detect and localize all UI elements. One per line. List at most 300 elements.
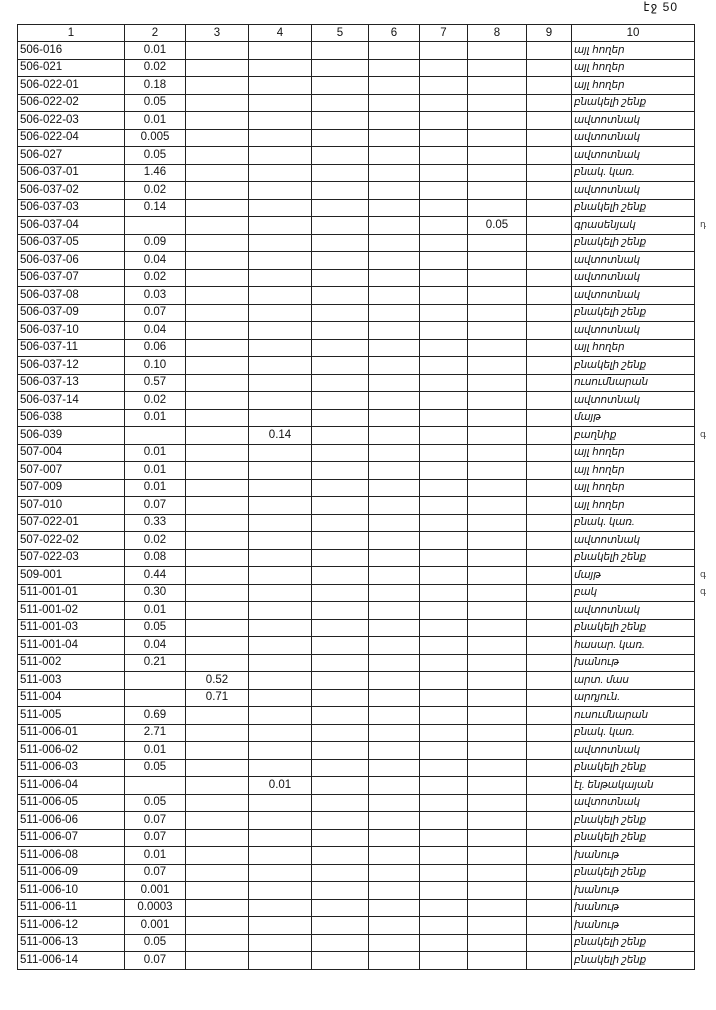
area-cell xyxy=(369,112,420,130)
area-cell xyxy=(249,497,312,515)
area-cell xyxy=(312,339,369,357)
area-cell xyxy=(369,882,420,900)
area-cell xyxy=(186,514,249,532)
area-cell xyxy=(369,847,420,865)
table-row xyxy=(18,252,695,270)
table-row xyxy=(18,234,695,252)
area-cell xyxy=(369,497,420,515)
area-cell xyxy=(369,724,420,742)
area-cell xyxy=(468,479,527,497)
parcel-code-cell: 511-006-09 xyxy=(18,864,125,882)
parcel-code-cell: 506-037-05 xyxy=(18,234,125,252)
area-cell xyxy=(249,374,312,392)
area-cell xyxy=(186,444,249,462)
area-cell xyxy=(527,532,572,550)
area-cell xyxy=(186,374,249,392)
area-cell xyxy=(312,532,369,550)
land-use-cell: բնակելի շենք xyxy=(572,864,695,882)
area-cell xyxy=(186,112,249,130)
area-cell xyxy=(312,94,369,112)
area-cell xyxy=(468,777,527,795)
area-cell: 0.01 xyxy=(125,444,186,462)
area-cell xyxy=(249,917,312,935)
table-row xyxy=(18,357,695,375)
area-cell: 0.001 xyxy=(125,917,186,935)
area-cell xyxy=(420,392,468,410)
area-cell xyxy=(468,742,527,760)
area-cell xyxy=(312,497,369,515)
area-cell xyxy=(312,357,369,375)
area-cell xyxy=(468,637,527,655)
table-row xyxy=(18,812,695,830)
area-cell xyxy=(125,689,186,707)
area-cell xyxy=(369,602,420,620)
area-cell xyxy=(369,514,420,532)
area-cell xyxy=(186,462,249,480)
area-cell xyxy=(420,602,468,620)
table-row xyxy=(18,287,695,305)
land-use-cell: արդյուն. xyxy=(572,689,695,707)
area-cell xyxy=(527,567,572,585)
land-use-cell: բնակելի շենք xyxy=(572,199,695,217)
area-cell: 0.05 xyxy=(125,94,186,112)
area-cell xyxy=(527,689,572,707)
area-cell xyxy=(420,182,468,200)
area-cell xyxy=(186,724,249,742)
area-cell xyxy=(249,742,312,760)
area-cell xyxy=(249,199,312,217)
area-cell xyxy=(186,777,249,795)
area-cell: 1.46 xyxy=(125,164,186,182)
table-row xyxy=(18,217,695,235)
area-cell xyxy=(369,619,420,637)
parcel-code-cell: 507-004 xyxy=(18,444,125,462)
area-cell xyxy=(420,777,468,795)
land-use-cell: մայթ xyxy=(572,409,695,427)
area-cell xyxy=(249,847,312,865)
area-cell xyxy=(249,829,312,847)
area-cell xyxy=(420,357,468,375)
area-cell xyxy=(186,269,249,287)
area-cell xyxy=(312,269,369,287)
land-use-cell: ավտոտնակ xyxy=(572,269,695,287)
area-cell xyxy=(420,339,468,357)
area-cell xyxy=(186,759,249,777)
area-cell xyxy=(369,129,420,147)
area-cell xyxy=(312,409,369,427)
parcel-code-cell: 507-009 xyxy=(18,479,125,497)
table-row xyxy=(18,514,695,532)
land-use-cell: ավտոտնակ xyxy=(572,252,695,270)
parcel-code-cell: 506-022-02 xyxy=(18,94,125,112)
area-cell: 0.07 xyxy=(125,829,186,847)
parcel-code-cell: 511-006-12 xyxy=(18,917,125,935)
area-cell xyxy=(527,742,572,760)
area-cell xyxy=(527,637,572,655)
land-use-cell: ավտոտնակ xyxy=(572,532,695,550)
area-cell xyxy=(125,672,186,690)
table-row xyxy=(18,689,695,707)
area-cell xyxy=(186,864,249,882)
land-use-cell: բնակելի շենք xyxy=(572,234,695,252)
area-cell xyxy=(468,199,527,217)
area-cell xyxy=(420,707,468,725)
area-cell xyxy=(468,444,527,462)
area-cell xyxy=(312,549,369,567)
area-cell xyxy=(186,77,249,95)
area-cell xyxy=(527,392,572,410)
area-cell xyxy=(249,882,312,900)
area-cell xyxy=(369,94,420,112)
land-use-cell: խանութ xyxy=(572,882,695,900)
column-header-6: 6 xyxy=(369,25,420,42)
area-cell xyxy=(468,584,527,602)
area-cell xyxy=(186,217,249,235)
area-cell xyxy=(527,707,572,725)
area-cell xyxy=(468,147,527,165)
table-row xyxy=(18,444,695,462)
area-cell xyxy=(527,339,572,357)
land-use-cell: այլ հողեր xyxy=(572,77,695,95)
area-cell xyxy=(369,462,420,480)
area-cell xyxy=(468,532,527,550)
land-use-cell: բնակելի շենք xyxy=(572,934,695,952)
column-header-2: 2 xyxy=(125,25,186,42)
parcel-code-cell: 511-006-03 xyxy=(18,759,125,777)
land-use-cell: ավտոտնակ xyxy=(572,322,695,340)
area-cell: 0.01 xyxy=(249,777,312,795)
area-cell xyxy=(249,549,312,567)
land-use-cell: բակ xyxy=(572,584,695,602)
table-row xyxy=(18,339,695,357)
area-cell xyxy=(186,339,249,357)
area-cell xyxy=(312,812,369,830)
area-cell: 0.01 xyxy=(125,112,186,130)
area-cell xyxy=(249,269,312,287)
parcel-code-cell: 507-022-02 xyxy=(18,532,125,550)
area-cell xyxy=(420,409,468,427)
area-cell xyxy=(249,129,312,147)
parcel-code-cell: 511-006-02 xyxy=(18,742,125,760)
area-cell: 0.21 xyxy=(125,654,186,672)
parcel-code-cell: 506-021 xyxy=(18,59,125,77)
area-cell xyxy=(468,689,527,707)
area-cell: 0.09 xyxy=(125,234,186,252)
table-row xyxy=(18,497,695,515)
table-row xyxy=(18,59,695,77)
area-cell xyxy=(249,77,312,95)
area-cell: 0.005 xyxy=(125,129,186,147)
area-cell xyxy=(312,934,369,952)
area-cell xyxy=(468,374,527,392)
area-cell xyxy=(312,479,369,497)
area-cell xyxy=(186,532,249,550)
area-cell xyxy=(468,514,527,532)
parcel-code-cell: 506-037-12 xyxy=(18,357,125,375)
area-cell xyxy=(468,234,527,252)
parcel-code-cell: 506-037-14 xyxy=(18,392,125,410)
table-row xyxy=(18,584,695,602)
parcel-code-cell: 511-004 xyxy=(18,689,125,707)
area-cell xyxy=(186,94,249,112)
area-cell xyxy=(527,304,572,322)
area-cell: 0.07 xyxy=(125,864,186,882)
area-cell xyxy=(312,427,369,445)
area-cell xyxy=(186,619,249,637)
land-use-cell: այլ հողեր xyxy=(572,444,695,462)
table-row xyxy=(18,654,695,672)
parcel-code-cell: 506-037-08 xyxy=(18,287,125,305)
table-row xyxy=(18,637,695,655)
area-cell xyxy=(420,252,468,270)
parcel-code-cell: 506-016 xyxy=(18,42,125,60)
table-row xyxy=(18,199,695,217)
area-cell xyxy=(527,497,572,515)
area-cell xyxy=(420,672,468,690)
area-cell xyxy=(312,287,369,305)
land-use-cell: բնակելի շենք xyxy=(572,829,695,847)
area-cell xyxy=(186,497,249,515)
land-use-cell: ուսումնարան xyxy=(572,707,695,725)
area-cell xyxy=(420,934,468,952)
parcel-code-cell: 506-037-11 xyxy=(18,339,125,357)
area-cell xyxy=(369,304,420,322)
area-cell xyxy=(420,42,468,60)
area-cell: 0.33 xyxy=(125,514,186,532)
table-row xyxy=(18,864,695,882)
area-cell: 0.05 xyxy=(125,934,186,952)
area-cell xyxy=(369,777,420,795)
area-cell: 0.01 xyxy=(125,742,186,760)
area-cell: 0.71 xyxy=(186,689,249,707)
area-cell xyxy=(468,707,527,725)
area-cell xyxy=(249,304,312,322)
area-cell xyxy=(369,392,420,410)
area-cell xyxy=(249,147,312,165)
area-cell: 0.14 xyxy=(249,427,312,445)
area-cell xyxy=(468,392,527,410)
area-cell xyxy=(468,934,527,952)
area-cell: 0.07 xyxy=(125,497,186,515)
area-cell xyxy=(249,567,312,585)
land-use-cell: բնակելի շենք xyxy=(572,759,695,777)
table-row xyxy=(18,322,695,340)
area-cell xyxy=(369,287,420,305)
area-cell xyxy=(527,164,572,182)
area-cell xyxy=(186,549,249,567)
parcel-code-cell: 511-006-05 xyxy=(18,794,125,812)
area-cell: 0.08 xyxy=(125,549,186,567)
table-row xyxy=(18,847,695,865)
column-header-9: 9 xyxy=(527,25,572,42)
area-cell xyxy=(369,742,420,760)
area-cell xyxy=(527,182,572,200)
area-cell xyxy=(186,917,249,935)
area-cell xyxy=(186,59,249,77)
area-cell xyxy=(369,427,420,445)
land-use-cell: այլ հողեր xyxy=(572,497,695,515)
area-cell xyxy=(369,147,420,165)
table-row xyxy=(18,759,695,777)
area-cell xyxy=(420,304,468,322)
area-cell xyxy=(186,409,249,427)
area-cell xyxy=(186,234,249,252)
area-cell xyxy=(468,269,527,287)
column-header-1: 1 xyxy=(18,25,125,42)
area-cell: 0.44 xyxy=(125,567,186,585)
area-cell xyxy=(249,164,312,182)
area-cell: 0.06 xyxy=(125,339,186,357)
table-row xyxy=(18,917,695,935)
area-cell xyxy=(186,742,249,760)
area-cell xyxy=(468,339,527,357)
land-use-cell: բնակ. կառ. xyxy=(572,514,695,532)
area-cell xyxy=(420,444,468,462)
area-cell xyxy=(369,794,420,812)
area-cell xyxy=(369,812,420,830)
area-cell xyxy=(527,917,572,935)
area-cell xyxy=(420,147,468,165)
table-row xyxy=(18,269,695,287)
area-cell xyxy=(420,654,468,672)
table-row xyxy=(18,532,695,550)
land-use-cell: այլ հողեր xyxy=(572,42,695,60)
area-cell xyxy=(468,129,527,147)
area-cell xyxy=(420,514,468,532)
area-cell xyxy=(312,847,369,865)
area-cell xyxy=(186,829,249,847)
area-cell: 0.07 xyxy=(125,304,186,322)
land-use-cell: ավտոտնակ xyxy=(572,129,695,147)
table-row xyxy=(18,619,695,637)
parcel-code-cell: 506-037-01 xyxy=(18,164,125,182)
area-cell xyxy=(420,129,468,147)
parcel-code-cell: 506-037-02 xyxy=(18,182,125,200)
area-cell xyxy=(312,864,369,882)
parcel-code-cell: 506-022-04 xyxy=(18,129,125,147)
area-cell: 0.001 xyxy=(125,882,186,900)
land-use-cell: ավտոտնակ xyxy=(572,602,695,620)
area-cell xyxy=(468,952,527,970)
column-header-5: 5 xyxy=(312,25,369,42)
area-cell: 0.02 xyxy=(125,59,186,77)
area-cell: 0.10 xyxy=(125,357,186,375)
area-cell xyxy=(369,637,420,655)
area-cell xyxy=(527,759,572,777)
area-cell xyxy=(420,234,468,252)
area-cell xyxy=(527,269,572,287)
area-cell xyxy=(369,444,420,462)
area-cell xyxy=(468,164,527,182)
table-row xyxy=(18,112,695,130)
area-cell xyxy=(527,444,572,462)
table-row xyxy=(18,724,695,742)
area-cell: 0.05 xyxy=(125,147,186,165)
parcel-code-cell: 511-006-11 xyxy=(18,899,125,917)
area-cell xyxy=(369,549,420,567)
area-cell xyxy=(186,812,249,830)
land-use-cell: ավտոտնակ xyxy=(572,112,695,130)
area-cell xyxy=(312,882,369,900)
area-cell xyxy=(369,322,420,340)
area-cell xyxy=(312,952,369,970)
column-header-7: 7 xyxy=(420,25,468,42)
area-cell xyxy=(312,42,369,60)
table-row xyxy=(18,794,695,812)
table-body xyxy=(18,42,695,970)
land-use-cell: ավտոտնակ xyxy=(572,794,695,812)
area-cell xyxy=(420,829,468,847)
area-cell xyxy=(369,567,420,585)
area-cell xyxy=(249,217,312,235)
area-cell xyxy=(527,724,572,742)
area-cell xyxy=(527,864,572,882)
area-cell xyxy=(312,164,369,182)
area-cell xyxy=(312,724,369,742)
margin-note: գ xyxy=(700,586,706,596)
area-cell xyxy=(420,497,468,515)
area-cell: 0.01 xyxy=(125,409,186,427)
area-cell xyxy=(527,899,572,917)
area-cell xyxy=(468,829,527,847)
area-cell xyxy=(369,42,420,60)
area-cell xyxy=(186,794,249,812)
area-cell xyxy=(468,759,527,777)
table-row xyxy=(18,77,695,95)
area-cell xyxy=(249,934,312,952)
area-cell: 0.07 xyxy=(125,952,186,970)
area-cell: 2.71 xyxy=(125,724,186,742)
land-use-cell: ավտոտնակ xyxy=(572,742,695,760)
parcel-code-cell: 511-001-02 xyxy=(18,602,125,620)
area-cell xyxy=(420,899,468,917)
area-cell xyxy=(468,427,527,445)
area-cell xyxy=(249,409,312,427)
area-cell xyxy=(527,514,572,532)
area-cell xyxy=(369,269,420,287)
parcel-code-cell: 507-010 xyxy=(18,497,125,515)
area-cell xyxy=(249,619,312,637)
area-cell xyxy=(249,479,312,497)
area-cell xyxy=(249,637,312,655)
area-cell xyxy=(249,864,312,882)
area-cell: 0.02 xyxy=(125,182,186,200)
area-cell xyxy=(420,864,468,882)
area-cell xyxy=(312,742,369,760)
area-cell xyxy=(468,812,527,830)
area-cell xyxy=(312,444,369,462)
area-cell xyxy=(468,59,527,77)
area-cell xyxy=(527,672,572,690)
area-cell xyxy=(186,952,249,970)
area-cell: 0.04 xyxy=(125,637,186,655)
area-cell xyxy=(527,427,572,445)
land-use-cell: ավտոտնակ xyxy=(572,182,695,200)
area-cell xyxy=(186,287,249,305)
area-cell: 0.05 xyxy=(468,217,527,235)
area-cell xyxy=(468,322,527,340)
table-row xyxy=(18,777,695,795)
area-cell xyxy=(527,549,572,567)
area-cell xyxy=(249,234,312,252)
parcel-code-cell: 511-003 xyxy=(18,672,125,690)
parcel-code-cell: 511-006-04 xyxy=(18,777,125,795)
area-cell xyxy=(312,77,369,95)
parcel-code-cell: 507-007 xyxy=(18,462,125,480)
parcel-code-cell: 511-006-08 xyxy=(18,847,125,865)
parcel-code-cell: 506-038 xyxy=(18,409,125,427)
area-cell xyxy=(527,77,572,95)
